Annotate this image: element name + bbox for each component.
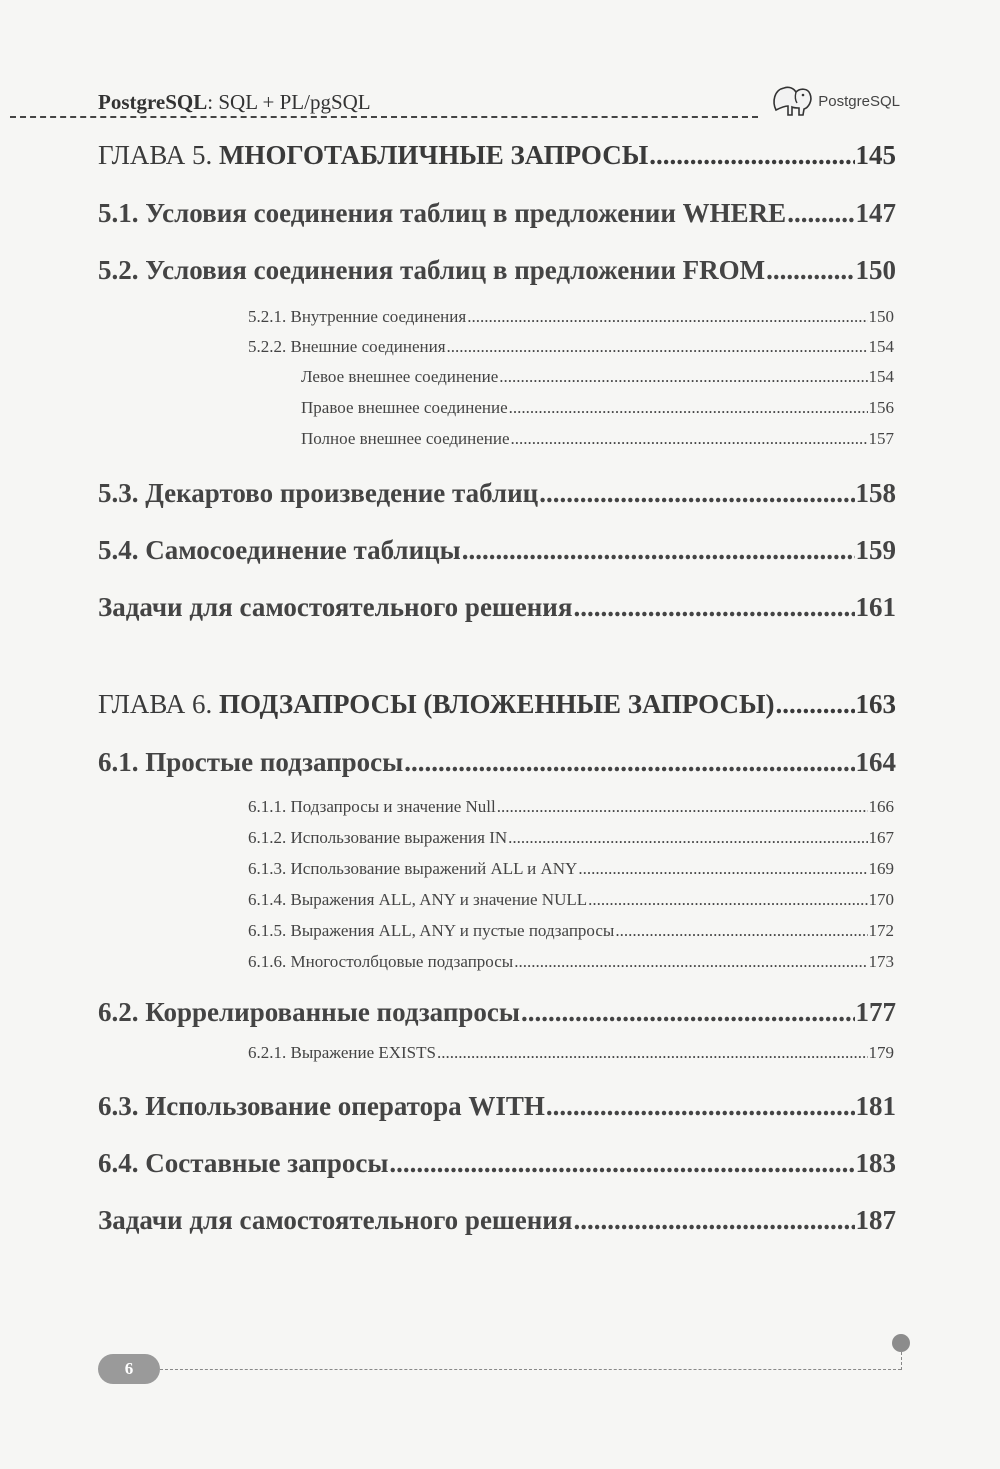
leader-dots: [514, 952, 867, 972]
logo-text: PostgreSQL: [818, 92, 900, 110]
leader-dots: [578, 859, 867, 879]
toc-chapter-6[interactable]: ГЛАВА 6. ПОДЗАПРОСЫ (ВЛОЖЕННЫЕ ЗАПРОСЫ) ..... 163: [98, 689, 896, 727]
leader-dots: [539, 478, 854, 509]
toc-section-5-2[interactable]: 5.2. Условия соединения таблиц в предложении FROM ..... 150: [98, 255, 896, 293]
running-footer: [98, 1350, 913, 1390]
page-number: 157: [868, 429, 894, 448]
postgresql-logo: [770, 84, 900, 118]
page-number: 150: [868, 307, 894, 326]
page-number: 187: [855, 1205, 896, 1235]
leader-dots: [776, 689, 855, 720]
page-number: 173: [868, 952, 894, 971]
toc-section-6-4[interactable]: 6.4. Составные запросы ..... 183: [98, 1148, 896, 1186]
toc-section-6-3[interactable]: 6.3. Использование оператора WITH ..... 181: [98, 1091, 896, 1129]
leader-dots: [404, 747, 854, 778]
toc-item-5-2-2[interactable]: 5.2.2. Внешние соединения ..... 154: [248, 337, 894, 367]
header-divider: [10, 116, 758, 118]
footer-stem: [901, 1352, 902, 1370]
page-number: 183: [855, 1148, 896, 1178]
page-number: 150: [855, 255, 896, 285]
page-number: 159: [855, 535, 896, 565]
toc-tasks-5[interactable]: Задачи для самостоятельного решения ..... 161: [98, 592, 896, 630]
leader-dots: [615, 921, 867, 941]
page-number: 154: [868, 367, 894, 386]
leader-dots: [588, 890, 867, 910]
toc-item-6-1-4[interactable]: 6.1.4. Выражения ALL, ANY и значение NULL ..... 170: [248, 890, 894, 921]
leader-dots: [508, 828, 867, 848]
footer-divider: [160, 1369, 901, 1370]
leader-dots: [437, 1043, 868, 1063]
toc-tasks-6[interactable]: Задачи для самостоятельного решения ..... 187: [98, 1205, 896, 1243]
running-header: [98, 86, 908, 122]
toc-item-6-1-5[interactable]: 6.1.5. Выражения ALL, ANY и пустые подзапросы ..... 172: [248, 921, 894, 952]
leader-dots: [573, 592, 854, 623]
toc-section-6-2[interactable]: 6.2. Коррелированные подзапросы ..... 177: [98, 997, 896, 1035]
page-number: 156: [868, 398, 894, 417]
page-number: 145: [855, 140, 896, 170]
leader-dots: [447, 337, 868, 357]
toc-section-5-1[interactable]: 5.1. Условия соединения таблиц в предложении WHERE ..... 147: [98, 198, 896, 236]
elephant-icon: [770, 84, 814, 118]
page-number: 167: [868, 828, 894, 847]
page-number: 177: [855, 997, 896, 1027]
toc-item-6-1-2[interactable]: 6.1.2. Использование выражения IN ..... 167: [248, 828, 894, 859]
toc-section-5-4[interactable]: 5.4. Самосоединение таблицы ..... 159: [98, 535, 896, 573]
page-number: 158: [855, 478, 896, 508]
toc-item-full-outer[interactable]: Полное внешнее соединение ..... 157: [301, 429, 894, 460]
page-number: 154: [868, 337, 894, 356]
toc-item-6-1-6[interactable]: 6.1.6. Многостолбцовые подзапросы ..... 173: [248, 952, 894, 983]
decorative-dot-icon: [892, 1334, 910, 1352]
leader-dots: [497, 797, 868, 817]
leader-dots: [521, 997, 855, 1028]
leader-dots: [462, 535, 855, 566]
toc-item-6-1-3[interactable]: 6.1.3. Использование выражений ALL и ANY ..... 169: [248, 859, 894, 890]
page-number: 172: [868, 921, 894, 940]
page-number: 181: [855, 1091, 896, 1121]
page-number: 170: [868, 890, 894, 909]
toc-item-left-outer[interactable]: Левое внешнее соединение ..... 154: [301, 367, 894, 398]
leader-dots: [467, 307, 867, 327]
toc-section-5-3[interactable]: 5.3. Декартово произведение таблиц ..... 158: [98, 478, 896, 516]
leader-dots: [509, 398, 868, 418]
page-number-badge: 6: [98, 1354, 160, 1384]
leader-dots: [389, 1148, 854, 1179]
leader-dots: [573, 1205, 854, 1236]
leader-dots: [546, 1091, 855, 1122]
leader-dots: [766, 255, 854, 286]
leader-dots: [787, 198, 854, 229]
table-of-contents: [98, 140, 896, 1262]
page-number: 161: [855, 592, 896, 622]
page-number: 179: [868, 1043, 894, 1062]
page-number: 166: [868, 797, 894, 816]
toc-item-6-1-1[interactable]: 6.1.1. Подзапросы и значение Null ..... 166: [248, 797, 894, 828]
page-number: 164: [855, 747, 896, 777]
toc-section-6-1[interactable]: 6.1. Простые подзапросы ..... 164: [98, 747, 896, 785]
leader-dots: [499, 367, 867, 387]
page-number: 147: [855, 198, 896, 228]
leader-dots: [649, 140, 854, 171]
page-number: 169: [868, 859, 894, 878]
page-number: 163: [855, 689, 896, 719]
leader-dots: [511, 429, 868, 449]
toc-item-right-outer[interactable]: Правое внешнее соединение ..... 156: [301, 398, 894, 429]
toc-item-5-2-1[interactable]: 5.2.1. Внутренние соединения ..... 150: [248, 307, 894, 337]
toc-item-6-2-1[interactable]: 6.2.1. Выражение EXISTS ..... 179: [248, 1043, 894, 1073]
toc-chapter-5[interactable]: ГЛАВА 5. МНОГОТАБЛИЧНЫЕ ЗАПРОСЫ ..... 145: [98, 140, 896, 178]
book-title: PostgreSQL: SQL + PL/pgSQL: [98, 90, 371, 114]
